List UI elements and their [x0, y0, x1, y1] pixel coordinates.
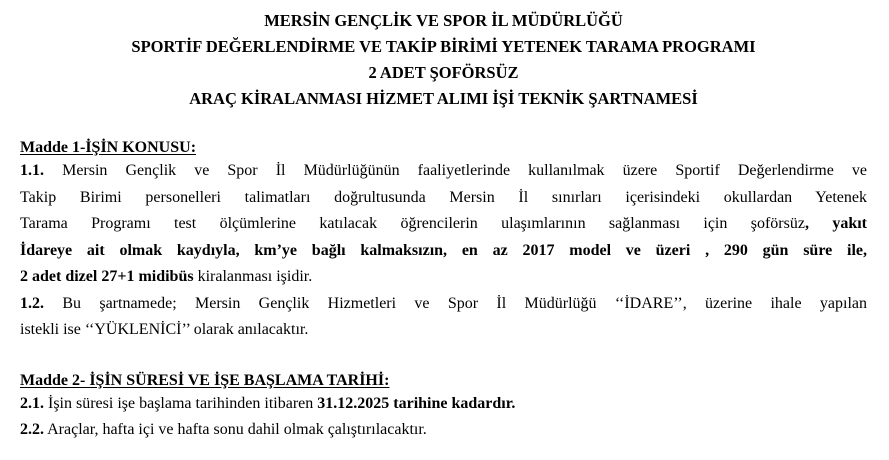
text-run: İşin süresi işe başlama tarihinden itibaren: [48, 394, 318, 412]
clause-number: 2.1.: [20, 394, 44, 412]
paragraph-line: [20, 158, 867, 185]
clause-number: 2.2.: [20, 421, 44, 438]
clause-number: 1.2.: [20, 294, 44, 312]
paragraph-line: [20, 417, 867, 444]
text-run: kiralanması işidir.: [193, 268, 313, 285]
bold-text-run: , yakıt: [804, 215, 868, 232]
spacer: [20, 112, 867, 138]
spacer: [20, 344, 867, 371]
bold-text-run: 31.12.2025 tarihine kadardır.: [317, 394, 516, 412]
title-line-3: 2 ADET ŞOFÖRSÜZ: [368, 63, 519, 82]
section-heading-madde-2: Madde 2- İŞİN SÜRESİ VE İŞE BAŞLAMA TARİHİ:: [20, 371, 390, 389]
paragraph-line: İdareye ait olmak kaydıyla, km’ye bağlı kalmaksızın, en az 2017 model ve üzeri , 290 gün süre ile,: [20, 241, 867, 259]
section-heading-madde-1: Madde 1-İŞİN KONUSU:: [20, 139, 197, 156]
title-line-1: MERSİN GENÇLİK VE SPOR İL MÜDÜRLÜĞÜ: [264, 11, 623, 30]
paragraph-2-2: [20, 417, 867, 444]
text-run: Mersin Gençlik ve Spor İl Müdürlüğünün faaliyetlerinde kullanılmak üzere Sportif Değerlendirme ve: [62, 162, 868, 179]
section-madde-1: [20, 138, 867, 344]
text-run: Tarama Programı test ölçümlerine katılacak öğrencilerin ulaşımlarının sağlanması için şoförsüz: [20, 215, 805, 232]
paragraph-1-1: [20, 158, 867, 291]
paragraph-line: [20, 291, 867, 318]
title-line-4: ARAÇ KİRALANMASI HİZMET ALIMI İŞİ TEKNİK ŞARTNAMESİ: [189, 89, 698, 108]
paragraph-2-1: [20, 391, 867, 418]
document-title: [20, 8, 867, 112]
paragraph-line: [20, 391, 867, 418]
bold-text-run: 2 adet dizel 27+1 midibüs: [20, 268, 194, 285]
paragraph-line: istekli ise ‘‘YÜKLENİCİ’’ olarak anılacaktır.: [20, 321, 309, 338]
paragraph-line: [20, 264, 867, 291]
text-run: Bu şartnamede; Mersin Gençlik Hizmetleri ve Spor İl Müdürlüğü ‘‘İDARE’’, üzerine ihale yapılan: [62, 294, 868, 312]
clause-number: 1.1.: [20, 162, 44, 179]
paragraph-1-2: [20, 291, 867, 344]
text-run: Araçlar, hafta içi ve hafta sonu dahil olmak çalıştırılacaktır.: [47, 421, 427, 438]
title-line-2: SPORTİF DEĞERLENDİRME VE TAKİP BİRİMİ YETENEK TARAMA PROGRAMI: [131, 37, 756, 56]
paragraph-line: [20, 211, 867, 238]
paragraph-line: Takip Birimi personelleri talimatları doğrultusunda Mersin İl sınırları içerisindeki okullardan Yetenek: [20, 188, 867, 206]
section-madde-2: [20, 371, 867, 444]
